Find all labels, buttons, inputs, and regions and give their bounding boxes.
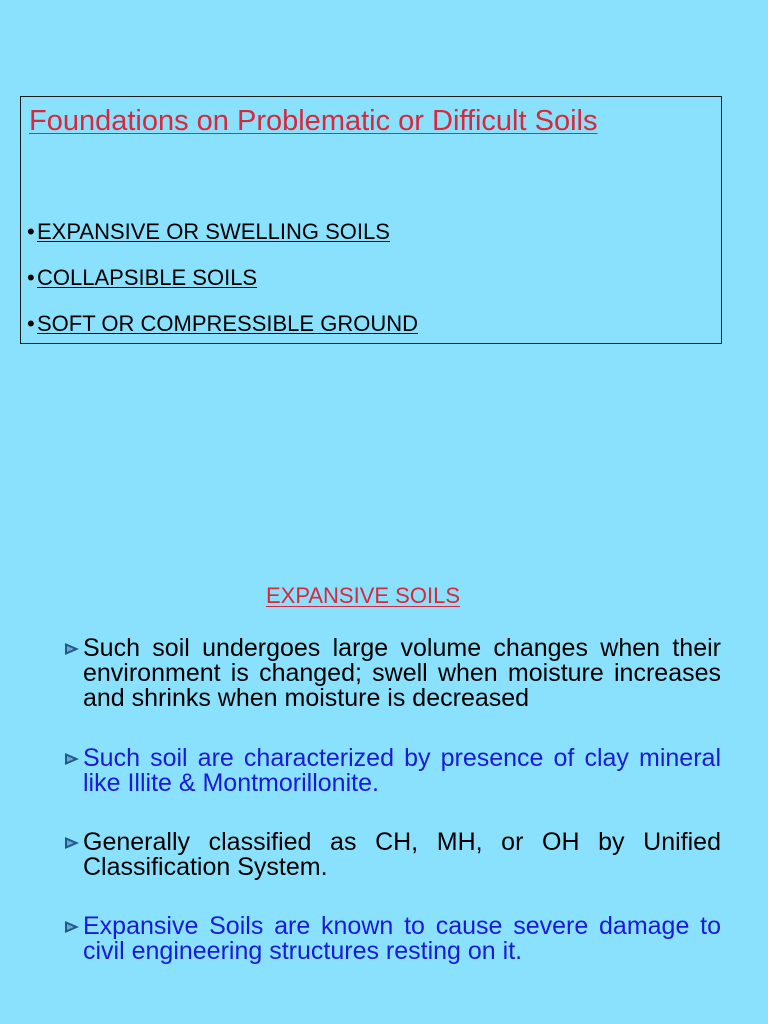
arrow-bullet-icon [64, 752, 80, 766]
bullet-point [64, 830, 721, 880]
arrow-bullet-icon [64, 642, 80, 656]
arrow-bullet-icon [64, 920, 80, 934]
topic-item [27, 265, 418, 311]
topic-item [27, 219, 418, 265]
topics-list [27, 219, 418, 357]
bullet-point-text: Expansive Soils are known to cause severe damage to civil engineering structures resting on it. [83, 912, 721, 965]
bullet-points [64, 636, 721, 964]
slide-title: Foundations on Problematic or Difficult Soils [29, 105, 598, 137]
topics-box [20, 96, 722, 344]
topic-item [27, 311, 418, 357]
bullet-point-text: Generally classified as CH, MH, or OH by Unified Classification System. [83, 828, 721, 881]
bullet-icon: • [27, 219, 35, 244]
bullet-point-text: Such soil undergoes large volume changes when their environment is changed; swell when moisture increases and shrinks when moisture is decreased [83, 634, 721, 712]
topic-item-label: EXPANSIVE OR SWELLING SOILS [37, 219, 390, 244]
bullet-icon: • [27, 265, 35, 290]
bullet-point [64, 636, 721, 711]
topic-item-label: COLLAPSIBLE SOILS [37, 265, 258, 290]
bullet-point-text: Such soil are characterized by presence of clay mineral like Illite & Montmorillonite. [83, 744, 721, 797]
topic-item-label: SOFT OR COMPRESSIBLE GROUND [37, 311, 418, 336]
section-title: EXPANSIVE SOILS [265, 583, 460, 608]
bullet-point [64, 746, 721, 796]
arrow-bullet-icon [64, 836, 80, 850]
bullet-point [64, 914, 721, 964]
bullet-icon: • [27, 311, 35, 336]
